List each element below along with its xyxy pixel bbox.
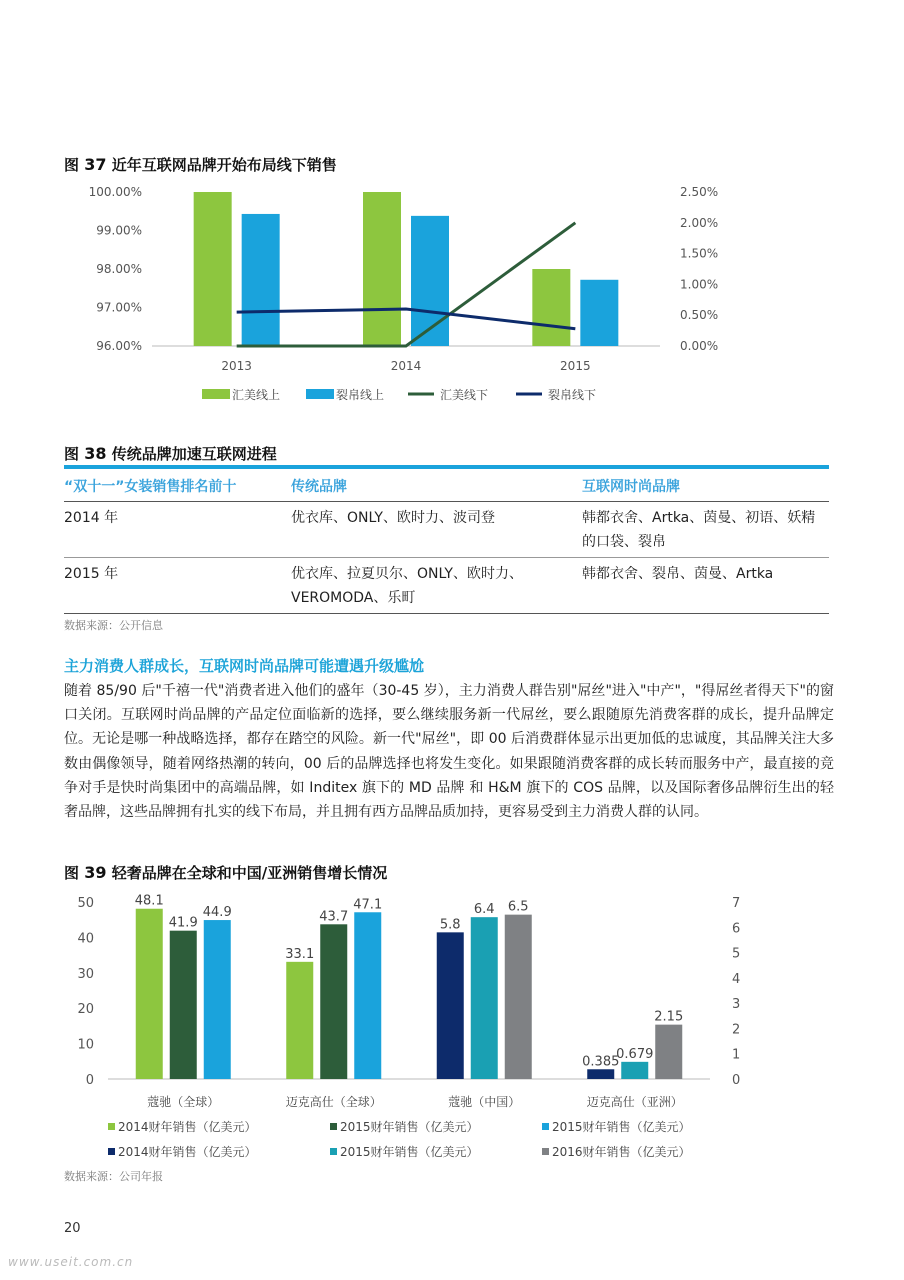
table-header-traditional: 传统品牌 <box>291 479 347 495</box>
y2-tick-label: 1.50% <box>680 246 719 261</box>
data-label: 6.5 <box>507 899 529 915</box>
bar <box>194 192 232 346</box>
legend-label: 2014财年销售（亿美元） <box>118 1120 257 1134</box>
x-tick-label: 迈克高仕（全球） <box>285 1095 382 1109</box>
bar <box>286 962 313 1079</box>
section-paragraph: 随着 85/90 后"千禧一代"消费者进入他们的盛年（30-45 岁），主力消费人群告别"屌丝"进入"中产"，"得屌丝者得天下"的窗口关闭。互联网时尚品牌的产品定位面临新的选择，要么继续服务新一代屌丝，要么跟随原先消费客群的成长，提升品牌定位。无论是哪一种战略选择，都存在踏空的风险。新一代"屌丝"，即 00 后消费群体显示出更加低的忠诚度，其品牌关注大多数由偶像领导，随着网络热潮的转向，00 后的品牌选择也将发生变化。如果跟随消费客群的成长转而服务中产，最直接的竞争对手是快时尚集团中的高端品牌，如 Inditex 旗下的 MD 品牌 和 H&M 旗下的 COS 品牌，以及国际奢侈品牌衍生出的轻奢品牌，这些品牌拥有扎实的线下布局，并且拥有西方品牌品质加持，更容易受到主力消费人群的认同。 <box>64 683 834 821</box>
legend-swatch <box>202 389 230 399</box>
x-tick-label: 蔻驰（中国） <box>448 1095 521 1109</box>
fig39-title: 图 39 轻奢品牌在全球和中国/亚洲销售增长情况 <box>64 863 388 882</box>
legend-label: 裂帛线下 <box>548 388 597 402</box>
data-label: 48.1 <box>134 893 164 909</box>
bar <box>505 915 532 1079</box>
bar <box>411 216 449 346</box>
fig37-title: 图 37 近年互联网品牌开始布局线下销售 <box>64 155 337 174</box>
y2-tick-label: 4 <box>732 971 741 987</box>
bar <box>170 931 197 1079</box>
series-line <box>237 309 576 329</box>
bar <box>136 909 163 1079</box>
x-tick-label: 蔻驰（全球） <box>147 1095 220 1109</box>
y-tick-label: 0 <box>85 1073 94 1088</box>
y-tick-label: 98.00% <box>96 262 142 276</box>
data-label: 5.8 <box>439 917 461 933</box>
legend-swatch <box>108 1123 115 1130</box>
table-row-internet: 韩都衣舍、裂帛、茵曼、Artka <box>582 566 774 582</box>
y2-tick-label: 2.50% <box>680 185 719 199</box>
table-row-year: 2014 年 <box>64 510 119 526</box>
data-label: 41.9 <box>168 915 198 931</box>
legend-swatch <box>108 1148 115 1155</box>
table-header-rank: “双十一”女装销售排名前十 <box>64 479 237 495</box>
data-label: 33.1 <box>285 946 315 962</box>
series-line <box>237 223 576 346</box>
y2-tick-label: 0 <box>732 1073 741 1088</box>
table-top-rule <box>64 465 829 469</box>
y-tick-label: 40 <box>77 931 94 947</box>
bar <box>320 924 347 1079</box>
legend-label: 汇美线下 <box>440 388 489 402</box>
x-tick-label: 迈克高仕（亚洲） <box>586 1095 683 1109</box>
y-tick-label: 96.00% <box>96 339 142 353</box>
y-tick-label: 20 <box>77 1002 94 1018</box>
bar <box>363 192 401 346</box>
table-row-year: 2015 年 <box>64 566 119 582</box>
y-tick-label: 97.00% <box>96 300 142 315</box>
bar <box>532 269 570 346</box>
table-row-traditional: 优衣库、拉夏贝尔、ONLY、欧时力、VEROMODA、乐町 <box>291 566 523 606</box>
bar <box>587 1069 614 1079</box>
y2-tick-label: 1 <box>732 1047 741 1063</box>
y2-tick-label: 5 <box>732 946 741 962</box>
x-tick-label: 2013 <box>221 359 252 373</box>
bar <box>242 214 280 346</box>
legend-label: 2015财年销售（亿美元） <box>340 1120 479 1134</box>
y2-tick-label: 7 <box>732 896 741 911</box>
fig37-chart <box>60 180 760 420</box>
data-label: 0.679 <box>616 1046 654 1062</box>
page-number: 20 <box>64 1221 81 1236</box>
data-label: 47.1 <box>353 897 383 913</box>
y2-tick-label: 2 <box>732 1022 741 1038</box>
legend-label: 汇美线上 <box>232 388 281 402</box>
fig38-title: 图 38 传统品牌加速互联网进程 <box>64 444 277 463</box>
bar <box>471 917 498 1079</box>
data-label: 0.385 <box>582 1054 620 1070</box>
table-row-internet: 韩都衣舍、Artka、茵曼、初语、妖精的口袋、裂帛 <box>582 510 816 550</box>
y-tick-label: 50 <box>77 896 94 911</box>
data-label: 2.15 <box>654 1009 684 1025</box>
y-tick-label: 100.00% <box>88 185 142 199</box>
y-tick-label: 10 <box>77 1037 94 1053</box>
table-header-rule <box>64 501 829 502</box>
x-tick-label: 2015 <box>560 359 591 373</box>
section-heading: 主力消费人群成长，互联网时尚品牌可能遭遇升级尴尬 <box>64 657 425 675</box>
fig39-source: 数据来源：公司年报 <box>64 1170 163 1183</box>
fig38-source: 数据来源：公开信息 <box>64 619 163 632</box>
fig39-chart <box>60 888 760 1168</box>
legend-swatch <box>542 1123 549 1130</box>
y2-tick-label: 3 <box>732 997 741 1013</box>
table-bottom-rule <box>64 613 829 614</box>
y2-tick-label: 2.00% <box>680 215 719 230</box>
table-header-internet: 互联网时尚品牌 <box>582 479 680 495</box>
data-label: 43.7 <box>319 909 349 925</box>
legend-label: 2016财年销售（亿美元） <box>552 1145 691 1159</box>
legend-label: 2014财年销售（亿美元） <box>118 1145 257 1159</box>
table-row-rule <box>64 557 829 558</box>
y2-tick-label: 0.00% <box>680 339 719 353</box>
y2-tick-label: 0.50% <box>680 308 719 323</box>
bar <box>621 1062 648 1079</box>
legend-label: 2015财年销售（亿美元） <box>340 1145 479 1159</box>
data-label: 6.4 <box>473 902 495 918</box>
legend-label: 裂帛线上 <box>336 388 385 402</box>
bar <box>354 912 381 1079</box>
bar <box>204 920 231 1079</box>
bar <box>580 280 618 346</box>
legend-swatch <box>306 389 334 399</box>
y-tick-label: 30 <box>77 966 94 982</box>
legend-swatch <box>542 1148 549 1155</box>
legend-swatch <box>330 1123 337 1130</box>
x-tick-label: 2014 <box>390 359 422 373</box>
y2-tick-label: 6 <box>732 921 741 937</box>
bar <box>655 1025 682 1079</box>
watermark: www.useit.com.cn <box>8 1255 134 1269</box>
data-label: 44.9 <box>202 905 232 921</box>
bar <box>437 932 464 1079</box>
legend-label: 2015财年销售（亿美元） <box>552 1120 691 1134</box>
y-tick-label: 99.00% <box>96 223 142 238</box>
y2-tick-label: 1.00% <box>680 277 719 292</box>
table-row-traditional: 优衣库、ONLY、欧时力、波司登 <box>291 510 495 526</box>
legend-swatch <box>330 1148 337 1155</box>
